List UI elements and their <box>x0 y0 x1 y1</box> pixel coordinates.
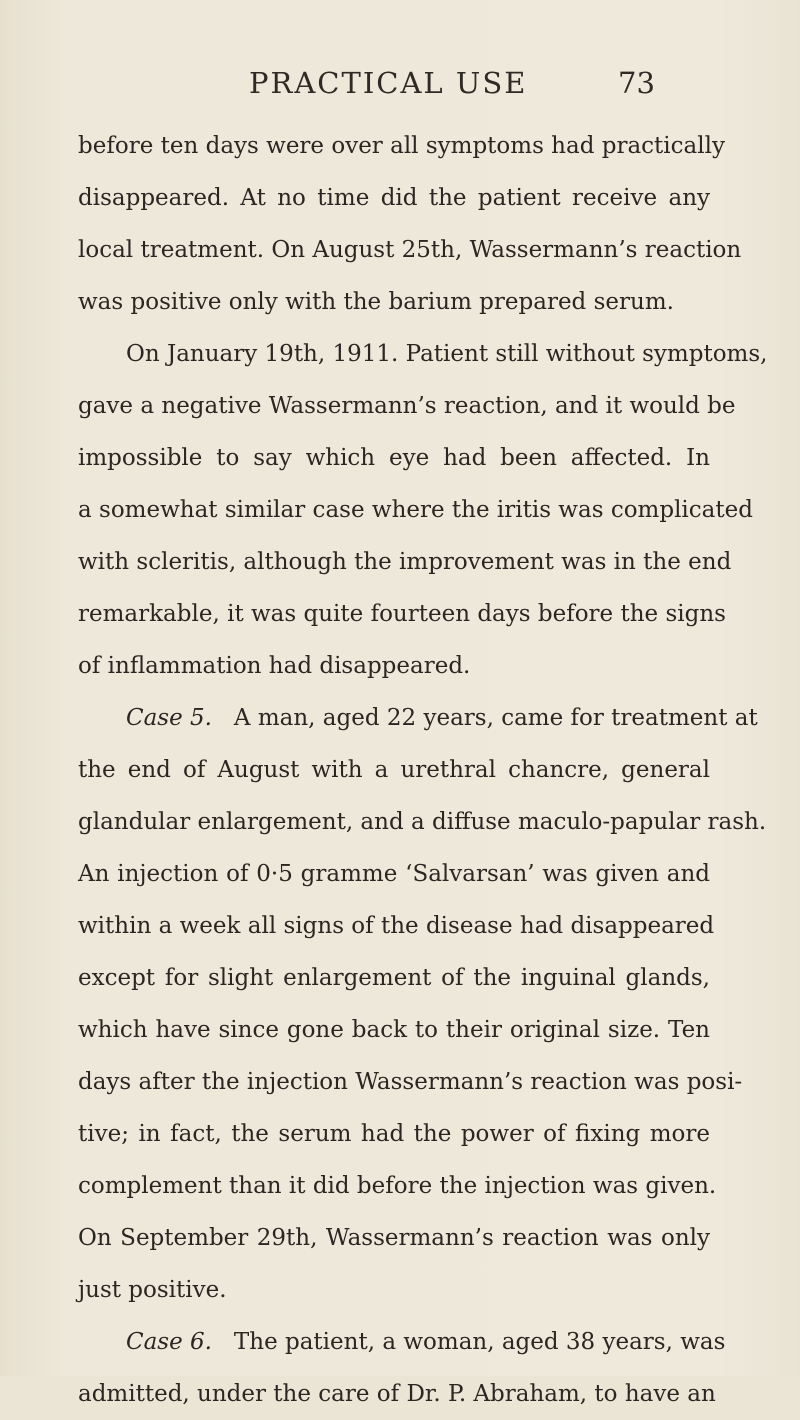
body-text <box>78 120 768 1420</box>
text-line: a somewhat similar case where the iritis was complicated <box>78 497 753 523</box>
text-line: tive; in fact, the serum had the power of fixing more <box>78 1121 710 1147</box>
running-head <box>0 66 800 110</box>
running-head-title: PRACTICAL USE <box>249 66 528 100</box>
text-line: with scleritis, although the improvement was in the end <box>78 549 732 575</box>
text-line: remarkable, it was quite fourteen days before the signs <box>78 601 726 627</box>
text-line: within a week all signs of the disease had disappeared <box>78 913 715 939</box>
text-line: admitted, under the care of Dr. P. Abraham, to have an <box>78 1381 716 1407</box>
text-line: the end of August with a urethral chancre, general <box>78 757 710 783</box>
text-line: disappeared. At no time did the patient receive any <box>78 185 710 211</box>
text-line: On January 19th, 1911. Patient still without symptoms, <box>126 341 768 367</box>
case-5-label: Case 5. <box>126 705 212 731</box>
text-line: An injection of 0·5 gramme ‘Salvarsan’ was given and <box>78 861 710 887</box>
text-line: just positive. <box>78 1277 227 1303</box>
text-line-case-6 <box>78 1316 726 1368</box>
text-line: which have since gone back to their original size. Ten <box>78 1017 710 1043</box>
text-line: except for slight enlargement of the inguinal glands, <box>78 965 710 991</box>
text-line: days after the injection Wassermann’s reaction was posi- <box>78 1069 743 1095</box>
text-line: gave a negative Wassermann’s reaction, and it would be <box>78 393 736 419</box>
text-line: On September 29th, Wassermann’s reaction was only <box>78 1225 710 1251</box>
case-6-text: The patient, a woman, aged 38 years, was <box>233 1329 726 1355</box>
text-line: complement than it did before the injection was given. <box>78 1173 717 1199</box>
page-number: 73 <box>618 66 655 100</box>
text-line: before ten days were over all symptoms had practically <box>78 133 725 159</box>
text-line: glandular enlargement, and a diffuse maculo-papular rash. <box>78 809 767 835</box>
text-line: of inflammation had disappeared. <box>78 653 471 679</box>
text-line-case-5 <box>78 692 758 744</box>
text-line: was positive only with the barium prepared serum. <box>78 289 674 315</box>
case-6-label: Case 6. <box>126 1329 212 1355</box>
text-line: impossible to say which eye had been affected. In <box>78 445 710 471</box>
case-5-text: A man, aged 22 years, came for treatment at <box>233 705 758 731</box>
text-line: local treatment. On August 25th, Wassermann’s reaction <box>78 237 742 263</box>
